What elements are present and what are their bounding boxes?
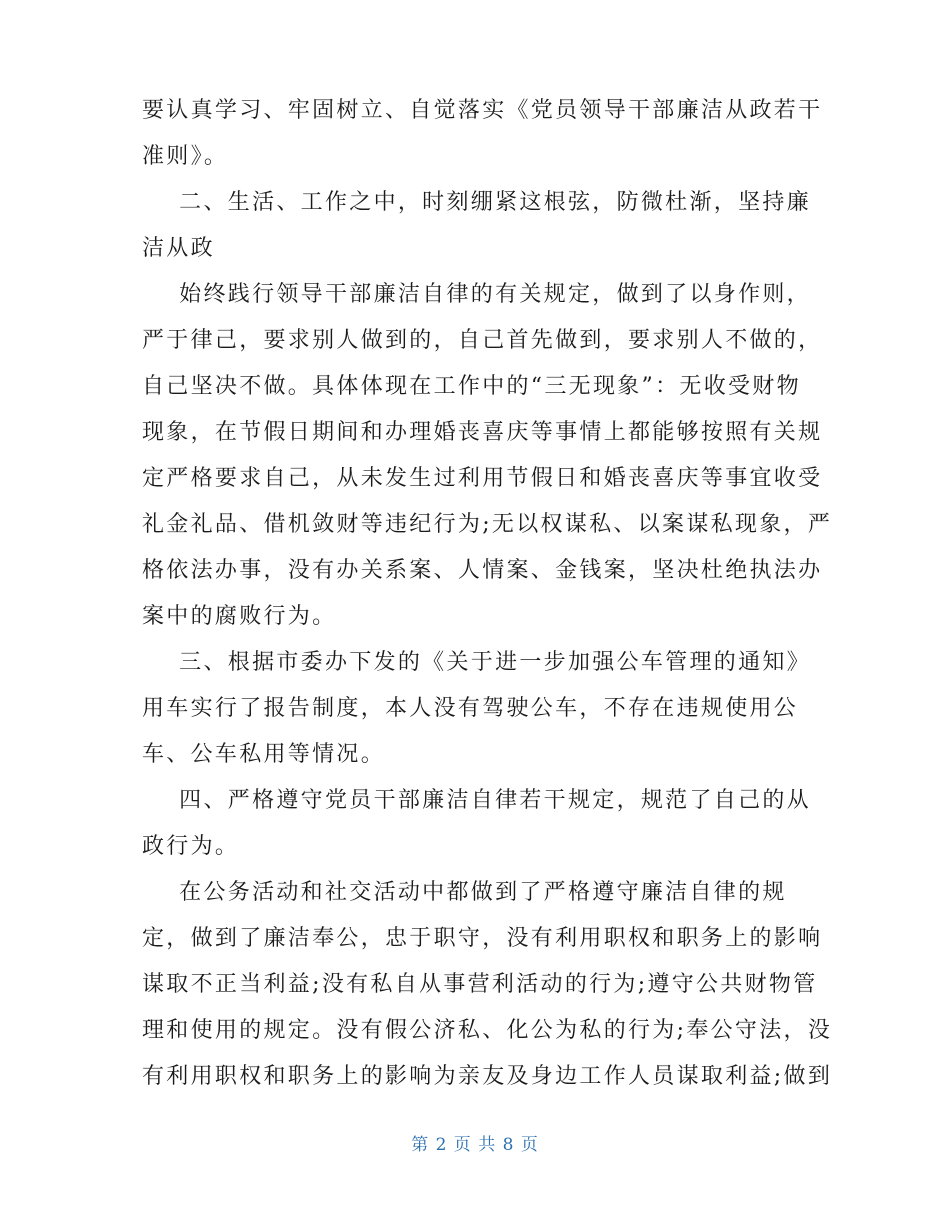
page-number-label: 第 2 页 共 8 页	[411, 1135, 539, 1155]
text-line: 案中的腐败行为。	[142, 604, 337, 629]
text-line: 用车实行了报告制度，本人没有驾驶公车，不存在违规使用公	[142, 696, 799, 721]
text-line: 自己坚决不做。具体体现在工作中的“三无现象”：无收受财物	[142, 374, 801, 399]
text-line: 车、公车私用等情况。	[142, 742, 386, 767]
document-body	[142, 88, 833, 1100]
text-line: 洁从政	[142, 236, 215, 261]
text-line: 准则》。	[142, 144, 229, 169]
text-line: 定，做到了廉洁奉公，忠于职守，没有利用职权和职务上的影响	[142, 926, 823, 951]
text-line: 谋取不正当利益;没有私自从事营利活动的行为;遵守公共财物管	[142, 972, 818, 997]
text-line: 礼金礼品、借机敛财等违纪行为;无以权谋私、以案谋私现象，严	[142, 512, 833, 537]
text-line: 有利用职权和职务上的影响为亲友及身边工作人员谋取利益;做到	[142, 1064, 833, 1089]
text-line: 严于律己，要求别人做到的，自己首先做到，要求别人不做的，	[142, 328, 823, 353]
text-line: 要认真学习、牢固树立、自觉落实《党员领导干部廉洁从政若干	[142, 98, 823, 123]
text-line: 理和使用的规定。没有假公济私、化公为私的行为;奉公守法，没	[142, 1018, 833, 1043]
text-line: 二、生活、工作之中，时刻绷紧这根弦，防微杜渐，坚持廉	[142, 190, 811, 215]
text-line: 格依法办事，没有办关系案、人情案、金钱案，坚决杜绝执法办	[142, 558, 823, 583]
text-line: 政行为。	[142, 834, 240, 859]
text-line: 四、严格遵守党员干部廉洁自律若干规定，规范了自己的从	[142, 788, 811, 813]
page-footer	[0, 1130, 950, 1155]
text-line: 在公务活动和社交活动中都做到了严格遵守廉洁自律的规	[142, 880, 787, 905]
text-line: 始终践行领导干部廉洁自律的有关规定，做到了以身作则，	[142, 282, 811, 307]
text-line: 三、根据市委办下发的《关于进一步加强公车管理的通知》	[142, 650, 811, 675]
text-line: 现象，在节假日期间和办理婚丧喜庆等事情上都能够按照有关规	[142, 420, 823, 445]
text-line: 定严格要求自己，从未发生过利用节假日和婚丧喜庆等事宜收受	[142, 466, 823, 491]
